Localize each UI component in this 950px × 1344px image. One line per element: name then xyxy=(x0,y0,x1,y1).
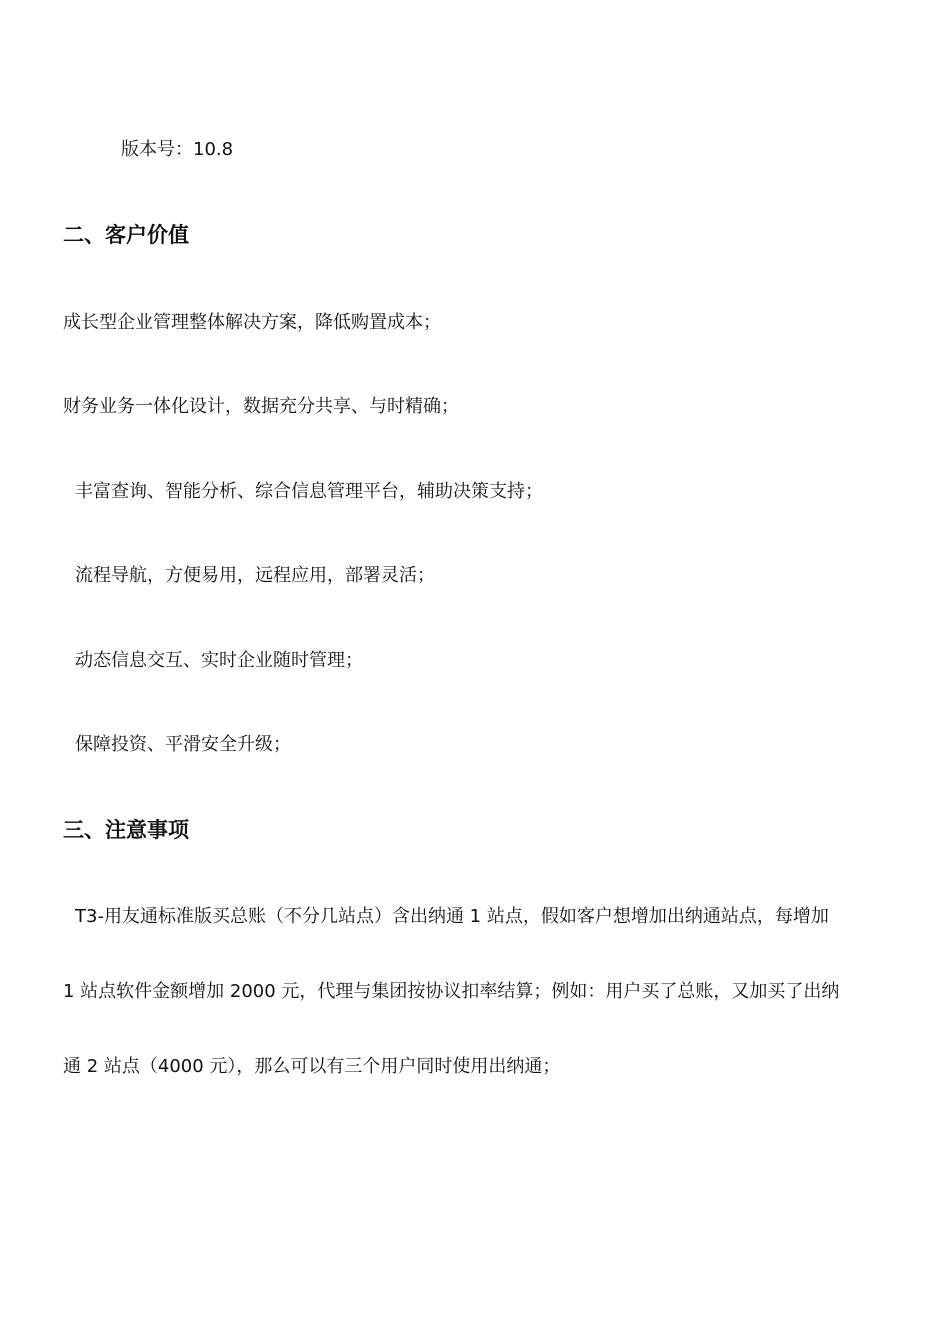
section-heading-customer-value: 二、客户价值 xyxy=(63,223,189,247)
section-heading-notes: 三、注意事项 xyxy=(63,818,189,842)
version-number: 版本号：10.8 xyxy=(121,139,234,160)
value-item: 保障投资、平滑安全升级； xyxy=(75,734,291,755)
notes-paragraph-line: 通 2 站点（4000 元），那么可以有三个用户同时使用出纳通； xyxy=(63,1056,561,1077)
notes-paragraph-line: T3-用友通标准版买总账（不分几站点）含出纳通 1 站点，假如客户想增加出纳通站点，每增加 xyxy=(75,906,829,927)
value-item: 财务业务一体化设计，数据充分共享、与时精确； xyxy=(63,396,459,417)
notes-paragraph-line: 1 站点软件金额增加 2000 元，代理与集团按协议扣率结算；例如：用户买了总账，又加买了出纳 xyxy=(63,981,840,1002)
value-item: 动态信息交互、实时企业随时管理； xyxy=(75,650,363,671)
value-item: 流程导航，方便易用，远程应用，部署灵活； xyxy=(75,565,435,586)
value-item: 丰富查询、智能分析、综合信息管理平台，辅助决策支持； xyxy=(75,481,543,502)
value-item: 成长型企业管理整体解决方案，降低购置成本； xyxy=(63,312,441,333)
